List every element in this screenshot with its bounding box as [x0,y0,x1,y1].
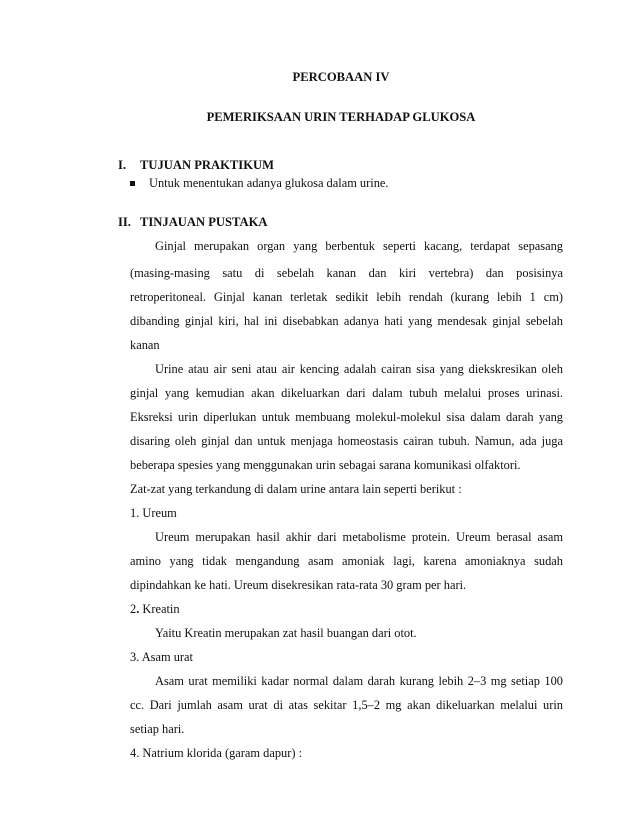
paragraph-line: amino yang tidak mengandung asam amoniak lagi, karena amoniaknya sudah [130,554,563,568]
list-item-title [130,601,563,617]
paragraph-line: Eksreksi urin diperlukan untuk membuang molekul-molekul sisa dalam darah yang [130,410,563,424]
paragraph-line: disaring oleh ginjal dan untuk menjaga homeostasis cairan tubuh. Namun, ada juga [130,434,563,448]
list-item-title: 4. Natrium klorida (garam dapur) : [130,746,303,760]
paragraph-line: Urine atau air seni atau air kencing adalah cairan sisa yang diekskresikan oleh [155,362,563,376]
section-title: TINJAUAN PUSTAKA [140,215,268,229]
paragraph-line: Zat-zat yang terkandung di dalam urine antara lain seperti berikut : [130,482,462,496]
page-subtitle: PEMERIKSAAN URIN TERHADAP GLUKOSA [206,110,476,124]
section-heading-tujuan [118,158,274,173]
paragraph-line: dibanding ginjal kiri, hal ini disebabkan adanya hati yang mendesak ginjal sebelah [130,314,563,328]
paragraph-line: kanan [130,338,160,352]
page-title: PERCOBAAN IV [292,70,390,84]
bullet-item [130,176,388,191]
list-item-label: Kreatin [139,602,180,616]
paragraph-line: (masing-masing satu di sebelah kanan dan kiri vertebra) dan posisinya [130,266,563,280]
paragraph-line: setiap hari. [130,722,185,736]
section-title: TUJUAN PRAKTIKUM [140,158,274,172]
list-item-title: 3. Asam urat [130,650,193,664]
section-heading-tinjauan [118,215,267,230]
section-number: II. [118,215,131,229]
bullet-text: Untuk menentukan adanya glukosa dalam urine. [149,176,389,190]
paragraph-line: Ureum merupakan hasil akhir dari metabolisme protein. Ureum berasal asam [155,530,563,544]
paragraph-line: retroperitoneal. Ginjal kanan terletak sedikit lebih rendah (kurang lebih 1 cm) [130,290,563,304]
list-item-title: 1. Ureum [130,506,177,520]
square-bullet-icon [130,181,135,186]
paragraph-line: cc. Dari jumlah asam urat di atas sekitar 1,5–2 mg akan dikeluarkan melalui urin [130,698,563,712]
section-number: I. [118,158,127,172]
paragraph-line: dipindahkan ke hati. Ureum disekresikan rata-rata 30 gram per hari. [130,578,467,592]
paragraph-line: Asam urat memiliki kadar normal dalam darah kurang lebih 2–3 mg setiap 100 [155,674,563,688]
paragraph-line: ginjal yang kemudian akan dikeluarkan dari dalam tubuh melalui proses urinasi. [130,386,563,400]
paragraph-line: beberapa spesies yang menggunakan urin sebagai sarana komunikasi olfaktori. [130,458,521,472]
paragraph-line: Yaitu Kreatin merupakan zat hasil buangan dari otot. [155,626,417,640]
paragraph-line: Ginjal merupakan organ yang berbentuk seperti kacang, terdapat sepasang [155,239,563,253]
list-number: 2 [130,602,137,616]
list-number-dot: . [136,602,140,616]
